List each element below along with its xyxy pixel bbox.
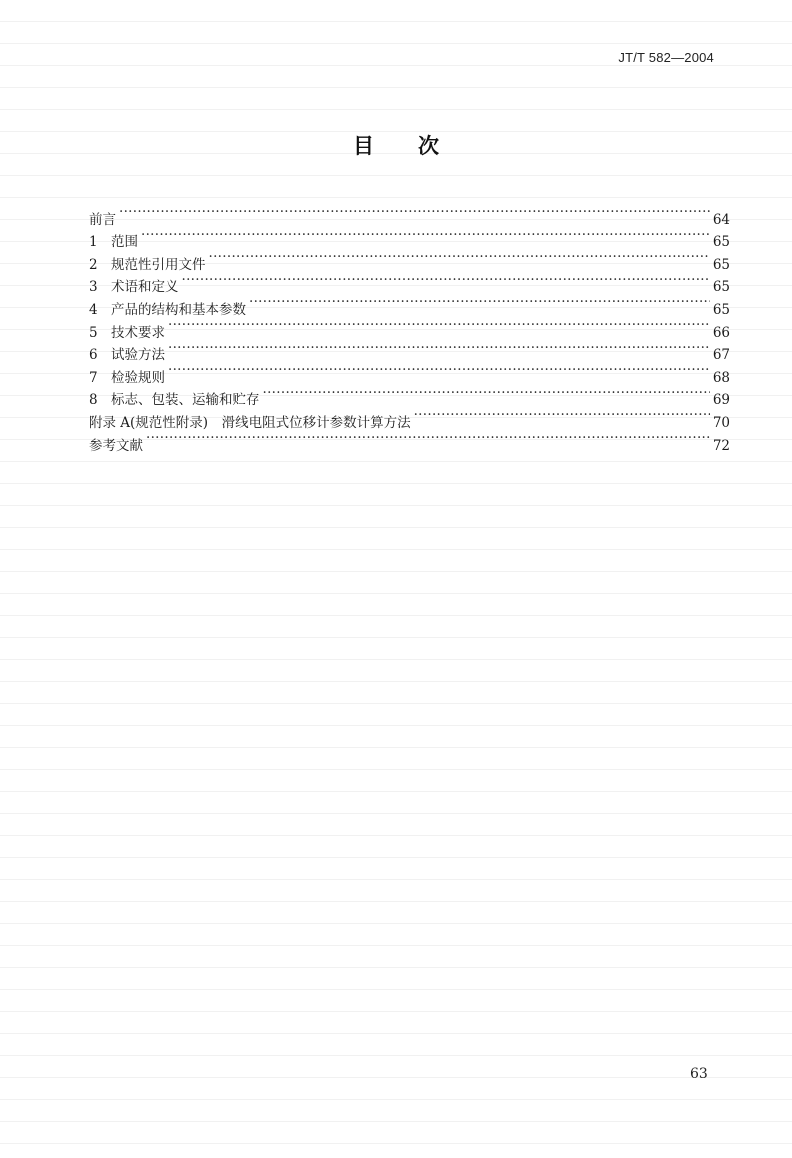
- dot-leader: [168, 359, 710, 382]
- dot-leader: [182, 269, 710, 292]
- toc-entry-page: 72: [712, 437, 730, 454]
- toc-entry-label: 范围: [111, 234, 138, 251]
- toc-entry-label: 规范性引用文件: [111, 256, 206, 273]
- toc-entry-label: 术语和定义: [111, 279, 179, 296]
- table-of-contents: [89, 201, 730, 454]
- toc-entry-label: 技术要求: [111, 324, 165, 341]
- toc-entry-4[interactable]: [89, 291, 730, 318]
- toc-entry-label: 前言: [89, 211, 116, 228]
- toc-entry-number: 2: [89, 256, 98, 273]
- toc-entry-label: 检验规则: [111, 369, 165, 386]
- toc-entry-page: 66: [712, 324, 730, 341]
- toc-entry-number: 7: [89, 369, 98, 386]
- toc-entry-label: 参考文献: [89, 437, 143, 454]
- toc-entry-label: 试验方法: [111, 347, 165, 364]
- toc-entry-3[interactable]: [89, 269, 730, 296]
- dot-leader: [209, 246, 710, 269]
- dot-leader: [263, 382, 710, 405]
- toc-entry-2[interactable]: [89, 246, 730, 273]
- toc-entry-1[interactable]: [89, 224, 730, 251]
- toc-entry-page: 69: [712, 392, 730, 409]
- page-title: 目次: [353, 134, 483, 158]
- toc-entry-7[interactable]: [89, 359, 730, 386]
- toc-entry-page: 67: [712, 347, 730, 364]
- toc-entry-6[interactable]: [89, 337, 730, 364]
- toc-entry-page: 70: [712, 414, 730, 431]
- dot-leader: [146, 427, 710, 450]
- toc-entry-number: 4: [89, 301, 98, 318]
- standard-code: JT/T 582—2004: [618, 50, 714, 65]
- toc-entry-page: 65: [712, 301, 730, 318]
- toc-entry-number: 1: [89, 234, 98, 251]
- toc-entry-references[interactable]: [89, 427, 730, 454]
- toc-entry-number: 6: [89, 347, 98, 364]
- toc-entry-number: 8: [89, 392, 98, 409]
- toc-entry-label: 产品的结构和基本参数: [111, 301, 246, 318]
- toc-entry-page: 65: [712, 234, 730, 251]
- dot-leader: [168, 337, 710, 360]
- dot-leader: [249, 291, 710, 314]
- dot-leader: [141, 224, 710, 247]
- toc-entry-page: 65: [712, 279, 730, 296]
- dot-leader: [168, 314, 710, 337]
- toc-entry-page: 68: [712, 369, 730, 386]
- toc-entry-5[interactable]: [89, 314, 730, 341]
- toc-entry-page: 64: [712, 211, 730, 228]
- toc-entry-label: 标志、包装、运输和贮存: [111, 392, 260, 409]
- dot-leader: [119, 201, 710, 224]
- dot-leader: [414, 404, 710, 427]
- toc-entry-8[interactable]: [89, 382, 730, 409]
- toc-entry-foreword[interactable]: [89, 201, 730, 228]
- toc-entry-page: 65: [712, 256, 730, 273]
- page-number: 63: [690, 1066, 708, 1082]
- toc-entry-label: 附录 A(规范性附录) 滑线电阻式位移计参数计算方法: [89, 414, 411, 431]
- toc-entry-number: 5: [89, 324, 98, 341]
- toc-entry-number: 3: [89, 279, 98, 296]
